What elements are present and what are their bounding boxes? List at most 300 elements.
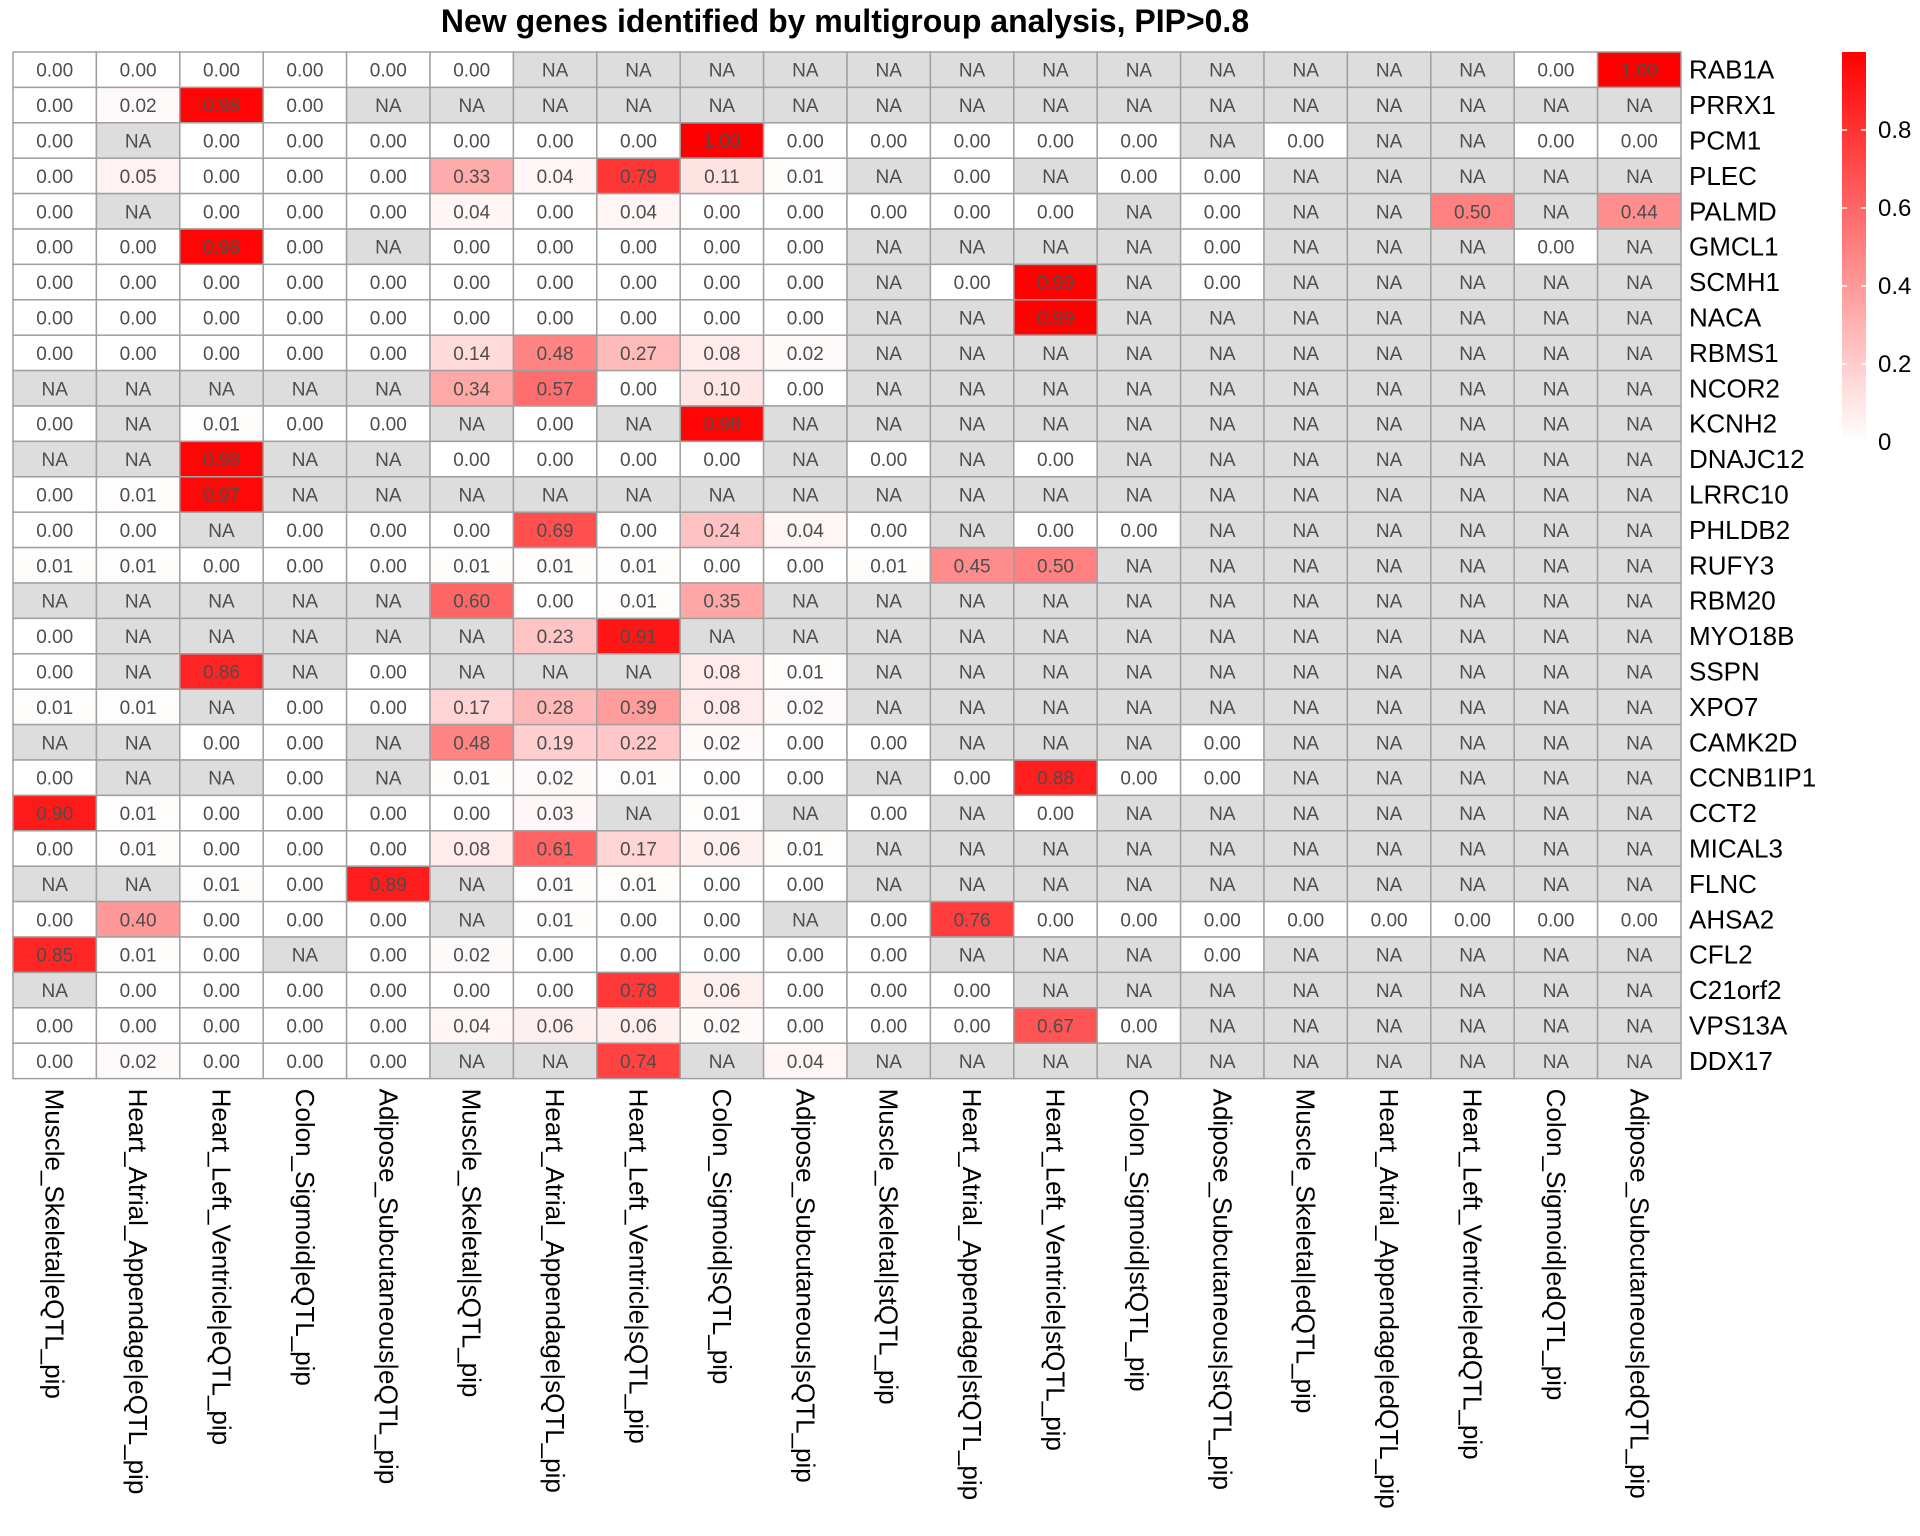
cell-value-label: NA bbox=[1292, 662, 1319, 684]
cell-value-label: 0.00 bbox=[703, 945, 741, 967]
cell-value-label: NA bbox=[708, 96, 736, 118]
cell-value-label: NA bbox=[1042, 96, 1069, 118]
cell-value-label: NA bbox=[124, 450, 152, 472]
cell-value-label: NA bbox=[958, 343, 986, 365]
cell-value-label: NA bbox=[375, 627, 402, 649]
cell-value-label: NA bbox=[875, 308, 902, 330]
cell-value-label: NA bbox=[1209, 60, 1236, 82]
cell-value-label: 0.00 bbox=[119, 237, 157, 259]
cell-value-label: 0.01 bbox=[36, 697, 74, 719]
cell-value-label: 0.00 bbox=[786, 131, 824, 153]
legend-tick-label: 0 bbox=[1878, 429, 1892, 456]
cell-value-label: 0.00 bbox=[203, 166, 240, 188]
row-label: FLNC bbox=[1689, 868, 1757, 899]
legend-tick-label: 0.6 bbox=[1878, 195, 1912, 222]
cell-value-label: 0.04 bbox=[453, 202, 491, 224]
cell-value-label: 0.00 bbox=[786, 273, 824, 295]
cell-value-label: NA bbox=[1375, 591, 1403, 613]
row-label: PLEC bbox=[1689, 160, 1757, 191]
cell-value-label: NA bbox=[625, 60, 652, 82]
cell-value-label: NA bbox=[291, 591, 319, 613]
cell-value-label: NA bbox=[875, 768, 902, 790]
cell-value-label: 0.00 bbox=[953, 131, 991, 153]
cell-value-label: NA bbox=[958, 450, 986, 472]
cell-value-label: 0.00 bbox=[703, 874, 741, 896]
cell-value-label: NA bbox=[1042, 60, 1069, 82]
cell-value-label: NA bbox=[1209, 96, 1236, 118]
cell-value-label: NA bbox=[958, 697, 986, 719]
cell-value-label: NA bbox=[1125, 804, 1153, 826]
cell-value-label: 0.00 bbox=[1537, 131, 1575, 153]
cell-value-label: 0.85 bbox=[36, 945, 74, 967]
cell-value-label: NA bbox=[1209, 379, 1236, 401]
cell-value-label: 0.00 bbox=[119, 273, 157, 295]
cell-value-label: NA bbox=[1042, 414, 1069, 436]
cell-value-label: NA bbox=[1626, 697, 1653, 719]
cell-value-label: 0.00 bbox=[203, 910, 240, 932]
cell-value-label: 0.50 bbox=[1454, 202, 1491, 224]
cell-value-label: NA bbox=[1209, 308, 1236, 330]
cell-value-label: NA bbox=[1459, 60, 1486, 82]
cell-value-label: 0.00 bbox=[953, 981, 991, 1003]
cell-value-label: 0.00 bbox=[870, 804, 908, 826]
cell-value-label: NA bbox=[875, 96, 902, 118]
cell-value-label: 0.00 bbox=[870, 131, 908, 153]
cell-value-label: NA bbox=[1375, 308, 1403, 330]
cell-value-label: NA bbox=[1459, 662, 1486, 684]
row-label: XPO7 bbox=[1689, 691, 1759, 722]
cell-value-label: 0.00 bbox=[703, 273, 741, 295]
cell-value-label: 0.06 bbox=[703, 839, 741, 861]
cell-value-label: NA bbox=[1125, 343, 1153, 365]
cell-value-label: 0.00 bbox=[1370, 910, 1408, 932]
row-label: CCT2 bbox=[1689, 798, 1757, 829]
cell-value-label: 0.00 bbox=[870, 520, 908, 542]
cell-value-label: NA bbox=[1626, 874, 1653, 896]
cell-value-label: NA bbox=[1459, 1051, 1486, 1073]
cell-value-label: 0.48 bbox=[453, 733, 491, 755]
cell-value-label: 0.24 bbox=[703, 520, 741, 542]
cell-value-label: 0.00 bbox=[1203, 733, 1241, 755]
cell-value-label: NA bbox=[958, 379, 986, 401]
cell-value-label: NA bbox=[375, 591, 402, 613]
cell-value-label: 0.01 bbox=[119, 556, 157, 578]
cell-value-label: NA bbox=[375, 768, 402, 790]
cell-value-label: 0.91 bbox=[620, 627, 657, 649]
cell-value-label: 0.00 bbox=[620, 273, 657, 295]
cell-value-label: NA bbox=[1626, 733, 1653, 755]
cell-value-label: NA bbox=[1209, 839, 1236, 861]
cell-value-label: 0.14 bbox=[453, 343, 491, 365]
cell-value-label: 0.00 bbox=[369, 556, 407, 578]
cell-value-label: 0.00 bbox=[620, 237, 657, 259]
cell-value-label: 0.00 bbox=[203, 556, 240, 578]
cell-value-label: NA bbox=[1209, 874, 1236, 896]
cell-value-label: NA bbox=[1542, 273, 1570, 295]
cell-value-label: 0.01 bbox=[453, 556, 491, 578]
cell-value-label: NA bbox=[541, 485, 569, 507]
cell-value-label: 0.00 bbox=[286, 733, 324, 755]
cell-value-label: 0.00 bbox=[286, 804, 324, 826]
cell-value-label: 0.00 bbox=[1537, 60, 1575, 82]
cell-value-label: NA bbox=[1459, 874, 1486, 896]
cell-value-label: NA bbox=[1375, 131, 1403, 153]
cell-value-label: 0.00 bbox=[369, 662, 407, 684]
cell-value-label: 0.00 bbox=[786, 202, 824, 224]
cell-value-label: 0.00 bbox=[36, 96, 74, 118]
cell-value-label: NA bbox=[1292, 839, 1319, 861]
cell-value-label: 0.39 bbox=[620, 697, 657, 719]
cell-value-label: NA bbox=[124, 131, 152, 153]
cell-value-label: NA bbox=[1125, 273, 1153, 295]
row-label: SSPN bbox=[1689, 656, 1760, 687]
cell-value-label: NA bbox=[1375, 202, 1403, 224]
cell-value-label: NA bbox=[792, 591, 819, 613]
cell-value-label: 0.00 bbox=[369, 697, 407, 719]
cell-value-label: NA bbox=[792, 414, 819, 436]
cell-value-label: NA bbox=[1459, 591, 1486, 613]
cell-value-label: NA bbox=[1542, 379, 1570, 401]
cell-value-label: 0.01 bbox=[786, 662, 824, 684]
cell-value-label: NA bbox=[1125, 839, 1153, 861]
column-label: Muscle_Skeletal|stQTL_pip bbox=[873, 1088, 904, 1405]
cell-value-label: 0.00 bbox=[203, 343, 240, 365]
cell-value-label: NA bbox=[291, 662, 319, 684]
cell-value-label: 0.19 bbox=[536, 733, 574, 755]
cell-value-label: 0.08 bbox=[703, 343, 741, 365]
row-label: CFL2 bbox=[1689, 939, 1753, 970]
cell-value-label: 0.06 bbox=[536, 1016, 574, 1038]
row-label: DNAJC12 bbox=[1689, 444, 1805, 475]
cell-value-label: 0.00 bbox=[36, 273, 74, 295]
cell-value-label: NA bbox=[1209, 485, 1236, 507]
column-label: Adipose_Subcutaneous|sQTL_pip bbox=[790, 1088, 821, 1483]
cell-value-label: NA bbox=[1209, 556, 1236, 578]
cell-value-label: 0.00 bbox=[203, 733, 240, 755]
cell-value-label: 0.11 bbox=[704, 166, 740, 188]
column-label: Muscle_Skeletal|eQTL_pip bbox=[39, 1088, 70, 1399]
cell-value-label: 0.00 bbox=[536, 450, 574, 472]
cell-value-label: 0.00 bbox=[620, 450, 657, 472]
cell-value-label: NA bbox=[1209, 591, 1236, 613]
cell-value-label: NA bbox=[1542, 96, 1570, 118]
cell-value-label: NA bbox=[458, 874, 485, 896]
cell-value-label: NA bbox=[1542, 485, 1570, 507]
cell-value-label: 0.02 bbox=[786, 343, 824, 365]
cell-value-label: 0.02 bbox=[453, 945, 491, 967]
cell-value-label: 0.04 bbox=[786, 1051, 824, 1073]
cell-value-label: 0.00 bbox=[536, 414, 574, 436]
cell-value-label: NA bbox=[1626, 237, 1653, 259]
cell-value-label: 0.01 bbox=[620, 556, 657, 578]
cell-value-label: 0.00 bbox=[203, 1051, 240, 1073]
cell-value-label: NA bbox=[1542, 697, 1570, 719]
cell-value-label: NA bbox=[958, 591, 986, 613]
cell-value-label: NA bbox=[1042, 945, 1069, 967]
cell-value-label: 0.00 bbox=[286, 697, 324, 719]
cell-value-label: NA bbox=[208, 768, 235, 790]
row-label: RAB1A bbox=[1689, 54, 1775, 85]
cell-value-label: 0.00 bbox=[203, 273, 240, 295]
cell-value-label: 0.01 bbox=[119, 804, 157, 826]
cell-value-label: 0.00 bbox=[203, 839, 240, 861]
cell-value-label: 0.06 bbox=[620, 1016, 657, 1038]
cell-value-label: 0.00 bbox=[870, 910, 908, 932]
cell-value-label: 0.00 bbox=[1620, 131, 1658, 153]
cell-value-label: NA bbox=[1459, 556, 1486, 578]
row-label: PCM1 bbox=[1689, 125, 1762, 156]
cell-value-label: NA bbox=[958, 485, 986, 507]
cell-value-label: 0.01 bbox=[119, 697, 157, 719]
cell-value-label: 0.48 bbox=[536, 343, 574, 365]
cell-value-label: 0.00 bbox=[1037, 804, 1074, 826]
cell-value-label: 0.00 bbox=[536, 981, 574, 1003]
cell-value-label: NA bbox=[1375, 166, 1403, 188]
cell-value-label: 0.04 bbox=[620, 202, 657, 224]
cell-value-label: NA bbox=[1292, 273, 1319, 295]
column-label: Heart_Atrial_Appendage|stQTL_pip bbox=[957, 1088, 988, 1501]
cell-value-label: 0.00 bbox=[369, 520, 407, 542]
cell-value-label: 0.01 bbox=[119, 839, 157, 861]
cell-value-label: NA bbox=[1542, 414, 1570, 436]
cell-value-label: NA bbox=[124, 591, 152, 613]
cell-value-label: 0.00 bbox=[1037, 520, 1074, 542]
cell-value-label: 0.99 bbox=[1037, 273, 1074, 295]
cell-value-label: 0.99 bbox=[1037, 308, 1074, 330]
cell-value-label: 0.00 bbox=[1120, 520, 1158, 542]
cell-value-label: 0.00 bbox=[536, 945, 574, 967]
cell-value-label: 0.00 bbox=[286, 60, 324, 82]
cell-value-label: 0.00 bbox=[1537, 237, 1575, 259]
cell-value-label: NA bbox=[291, 485, 319, 507]
cell-value-label: NA bbox=[625, 662, 652, 684]
cell-value-label: NA bbox=[625, 96, 652, 118]
cell-value-label: 0.00 bbox=[119, 308, 157, 330]
cell-value-label: NA bbox=[1542, 662, 1570, 684]
row-label: MICAL3 bbox=[1689, 833, 1783, 864]
cell-value-label: 0.00 bbox=[36, 485, 74, 507]
cell-value-label: 0.00 bbox=[203, 202, 240, 224]
cell-value-label: NA bbox=[875, 839, 902, 861]
cell-value-label: NA bbox=[1292, 1016, 1319, 1038]
cell-value-label: NA bbox=[541, 60, 569, 82]
cell-value-label: 0.33 bbox=[453, 166, 491, 188]
cell-value-label: NA bbox=[124, 768, 152, 790]
cell-value-label: 0.04 bbox=[453, 1016, 491, 1038]
cell-value-label: 0.00 bbox=[286, 768, 324, 790]
column-label: Heart_Left_Ventricle|stQTL_pip bbox=[1040, 1088, 1071, 1451]
cell-value-label: 0.00 bbox=[1120, 1016, 1158, 1038]
cell-value-label: 0.00 bbox=[36, 414, 74, 436]
cell-value-label: NA bbox=[1125, 450, 1153, 472]
cell-value-label: 0.00 bbox=[36, 662, 74, 684]
cell-value-label: 0.00 bbox=[119, 60, 157, 82]
cell-value-label: NA bbox=[958, 945, 986, 967]
cell-value-label: 0.05 bbox=[119, 166, 157, 188]
cell-value-label: NA bbox=[1626, 768, 1653, 790]
cell-value-label: 1.00 bbox=[703, 131, 741, 153]
cell-value-label: NA bbox=[792, 60, 819, 82]
cell-value-label: NA bbox=[1542, 945, 1570, 967]
cell-value-label: 0.00 bbox=[953, 166, 991, 188]
cell-value-label: NA bbox=[1459, 379, 1486, 401]
cell-value-label: NA bbox=[375, 485, 402, 507]
cell-value-label: NA bbox=[1292, 237, 1319, 259]
cell-value-label: 0.00 bbox=[703, 308, 741, 330]
cell-value-label: NA bbox=[1125, 697, 1153, 719]
cell-value-label: 0.02 bbox=[786, 697, 824, 719]
cell-value-label: 0.10 bbox=[703, 379, 741, 401]
cell-value-label: 0.00 bbox=[786, 379, 824, 401]
row-label: MYO18B bbox=[1689, 621, 1795, 652]
cell-value-label: 0.98 bbox=[203, 96, 240, 118]
cell-value-label: NA bbox=[41, 379, 68, 401]
column-label: Adipose_Subcutaneous|stQTL_pip bbox=[1207, 1088, 1238, 1490]
cell-value-label: 0.00 bbox=[369, 414, 407, 436]
cell-value-label: NA bbox=[375, 237, 402, 259]
cell-value-label: NA bbox=[1459, 733, 1486, 755]
legend-tick-label: 0.2 bbox=[1878, 351, 1912, 378]
cell-value-label: 0.78 bbox=[620, 981, 657, 1003]
cell-value-label: NA bbox=[1209, 450, 1236, 472]
row-label: C21orf2 bbox=[1689, 975, 1782, 1006]
cell-value-label: 0.00 bbox=[620, 308, 657, 330]
cell-value-label: 0.89 bbox=[369, 874, 407, 896]
cell-value-label: NA bbox=[1292, 202, 1319, 224]
column-label: Adipose_Subcutaneous|edQTL_pip bbox=[1624, 1088, 1655, 1499]
cell-value-label: NA bbox=[1459, 96, 1486, 118]
cell-value-label: NA bbox=[458, 485, 485, 507]
cell-value-label: 0.08 bbox=[453, 839, 491, 861]
cell-value-label: 0.00 bbox=[870, 1016, 908, 1038]
cell-value-label: 0.00 bbox=[870, 945, 908, 967]
chart-title: New genes identified by multigroup analysis, PIP>0.8 bbox=[440, 3, 1250, 39]
cell-value-label: NA bbox=[1542, 450, 1570, 472]
cell-value-label: NA bbox=[1626, 839, 1653, 861]
cell-value-label: NA bbox=[1292, 414, 1319, 436]
cell-value-label: NA bbox=[1542, 981, 1570, 1003]
cell-value-label: 0.00 bbox=[286, 520, 324, 542]
cell-value-label: 0.86 bbox=[203, 662, 240, 684]
column-label: Adipose_Subcutaneous|eQTL_pip bbox=[373, 1088, 404, 1485]
cell-value-label: NA bbox=[291, 450, 319, 472]
cell-value-label: 0.00 bbox=[453, 273, 491, 295]
cell-value-label: NA bbox=[625, 485, 652, 507]
cell-value-label: NA bbox=[1375, 1051, 1403, 1073]
cell-value-label: NA bbox=[1459, 237, 1486, 259]
cell-value-label: NA bbox=[1375, 485, 1403, 507]
cell-value-label: 0.22 bbox=[620, 733, 657, 755]
cell-value-label: 0.00 bbox=[453, 520, 491, 542]
cell-value-label: NA bbox=[1542, 1016, 1570, 1038]
cell-value-label: NA bbox=[375, 733, 402, 755]
cell-value-label: NA bbox=[1459, 1016, 1486, 1038]
cell-value-label: 0.00 bbox=[36, 627, 74, 649]
cell-value-label: NA bbox=[1292, 733, 1319, 755]
cell-value-label: NA bbox=[1542, 627, 1570, 649]
cell-value-label: NA bbox=[1459, 804, 1486, 826]
cell-value-label: NA bbox=[1542, 520, 1570, 542]
cell-value-label: NA bbox=[541, 1051, 569, 1073]
cell-value-label: NA bbox=[1459, 131, 1486, 153]
cell-value-label: NA bbox=[41, 874, 68, 896]
cell-value-label: 0.00 bbox=[786, 308, 824, 330]
cell-value-label: NA bbox=[1542, 768, 1570, 790]
cell-value-label: NA bbox=[541, 96, 569, 118]
cell-value-label: NA bbox=[958, 308, 986, 330]
cell-value-label: 0.00 bbox=[953, 768, 991, 790]
cell-value-label: NA bbox=[1042, 662, 1069, 684]
cell-value-label: NA bbox=[1626, 379, 1653, 401]
cell-value-label: NA bbox=[41, 450, 68, 472]
cell-value-label: 0.00 bbox=[1203, 768, 1241, 790]
cell-value-label: NA bbox=[708, 627, 736, 649]
cell-value-label: NA bbox=[1626, 981, 1653, 1003]
cell-value-label: 0.00 bbox=[203, 131, 240, 153]
cell-value-label: NA bbox=[1125, 874, 1153, 896]
cell-value-label: NA bbox=[1292, 591, 1319, 613]
cell-value-label: NA bbox=[1542, 308, 1570, 330]
cell-value-label: NA bbox=[1626, 485, 1653, 507]
cell-value-label: 0.00 bbox=[1120, 910, 1158, 932]
cell-value-label: NA bbox=[208, 627, 235, 649]
cell-value-label: 0.00 bbox=[453, 60, 491, 82]
cell-value-label: NA bbox=[792, 485, 819, 507]
cell-value-label: NA bbox=[1375, 60, 1403, 82]
cell-value-label: NA bbox=[792, 450, 819, 472]
cell-value-label: NA bbox=[1626, 450, 1653, 472]
cell-value-label: NA bbox=[458, 627, 485, 649]
cell-value-label: NA bbox=[1042, 343, 1069, 365]
cell-value-label: 0.00 bbox=[1203, 202, 1241, 224]
cell-value-label: 0.00 bbox=[786, 945, 824, 967]
cell-value-label: NA bbox=[875, 60, 902, 82]
color-legend bbox=[1842, 52, 1911, 456]
cell-value-label: 0.00 bbox=[286, 1016, 324, 1038]
cell-value-label: 0.00 bbox=[36, 1016, 74, 1038]
cell-value-label: 0.00 bbox=[286, 131, 324, 153]
cell-value-label: 1.00 bbox=[1620, 60, 1658, 82]
cell-value-label: 0.00 bbox=[369, 910, 407, 932]
cell-value-label: NA bbox=[1375, 520, 1403, 542]
cell-value-label: NA bbox=[958, 520, 986, 542]
cell-value-label: NA bbox=[1209, 131, 1236, 153]
cell-value-label: 0.00 bbox=[36, 166, 74, 188]
cell-value-label: 0.00 bbox=[453, 450, 491, 472]
cell-value-label: 0.00 bbox=[203, 308, 240, 330]
row-label: NACA bbox=[1689, 302, 1762, 333]
column-label: Heart_Left_Ventricle|edQTL_pip bbox=[1457, 1088, 1488, 1460]
row-label: NCOR2 bbox=[1689, 373, 1781, 404]
cell-value-label: NA bbox=[1375, 804, 1403, 826]
cell-value-label: 0.00 bbox=[536, 131, 574, 153]
cell-value-label: NA bbox=[875, 591, 902, 613]
cell-value-label: 0.01 bbox=[620, 591, 657, 613]
cell-value-label: 0.00 bbox=[286, 874, 324, 896]
cell-value-label: NA bbox=[1292, 96, 1319, 118]
cell-value-label: 0.01 bbox=[203, 874, 240, 896]
cell-value-label: 0.00 bbox=[36, 237, 74, 259]
cell-value-label: NA bbox=[1626, 1051, 1653, 1073]
cell-value-label: 0.00 bbox=[536, 273, 574, 295]
cell-value-label: NA bbox=[124, 414, 152, 436]
cell-value-label: NA bbox=[1292, 450, 1319, 472]
column-labels bbox=[40, 1089, 1655, 1509]
cell-value-label: NA bbox=[958, 60, 986, 82]
cell-value-label: NA bbox=[958, 237, 986, 259]
cell-value-label: 0.98 bbox=[203, 450, 240, 472]
cell-value-label: 0.00 bbox=[286, 981, 324, 1003]
